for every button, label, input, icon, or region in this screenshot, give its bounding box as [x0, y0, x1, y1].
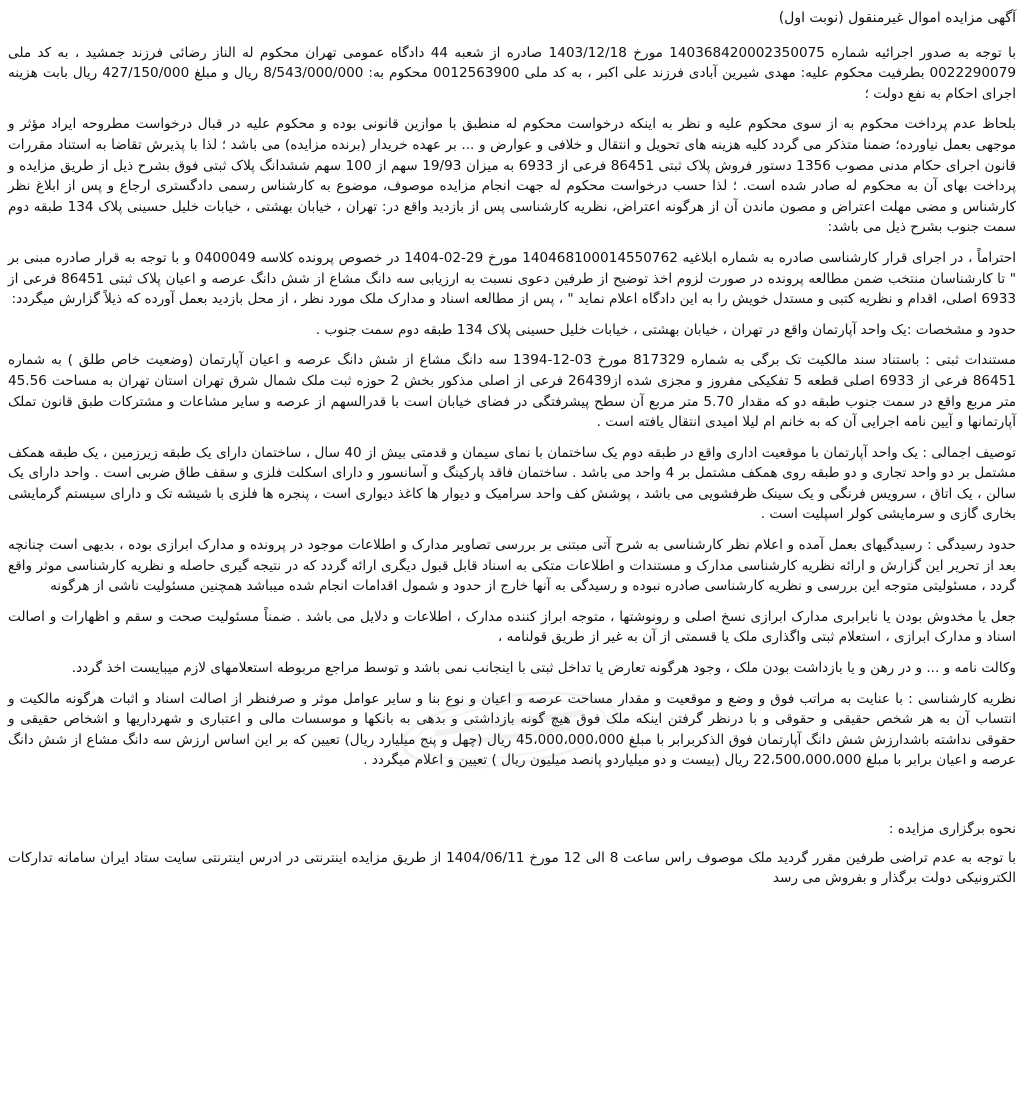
paragraph-property-boundaries: حدود و مشخصات :یک واحد آپارتمان واقع در تهران ، خیابان بهشتی ، خیابات خلیل حسینی پلاک 134 طبقه دوم سمت جنوب . [315, 321, 1016, 338]
section-spacer [8, 781, 1016, 819]
paragraph-execution-order: با توجه به صدور اجرائیه شماره 140368420002350075 مورخ 1403/12/18 صادره از شعبه 44 دادگاه عمومی تهران محکوم له الناز رضائی فرزند جمشید ، به کد ملی 0022290079 بطرفیت محکوم علیه: مهدی شیرین آبادی فرزند علی اکبر ، به کد ملی 0012563900 محکوم به: 8/543/000/000 ریال و مبلغ 427/150/000 ریال بابت هزینه اجرای احکام به نفع دولت ؛ [8, 44, 1016, 102]
paragraph-brief-description: توصیف اجمالی : یک واحد آپارتمان با موقعیت اداری واقع در طبقه دوم یک ساختمان با نمای سیمان و قدمتی بیش از 40 سال ، ساختمان دارای یک طبقه زیرزمین ، یک طبقه همکف مشتمل بر دو واحد تجاری و دو طبقه روی همکف مشتمل بر 4 واحد می باشد . ساختمان فاقد پارکینگ و آسانسور و دارای اسکلت فلزی و سقف طاق ضربی است . واحد دارای یک سالن ، یک اتاق ، سرویس فرنگی و یک سینک ظرفشویی می باشد ، پوشش کف واحد سرامیک و دیوار ها کاغذ دیواری است ، پنجره ها فلزی با شیشه تک و دارای سیستم گرمایشی بخاری گازی و سرمایشی کولر اسپلیت است . [8, 444, 1016, 523]
paragraph-review-scope: حدود رسیدگی : رسیدگیهای بعمل آمده و اعلام نظر کارشناسی به شرح آتی مبتنی بر بررسی تصاویر مدارک و اطلاعات موجود در پرونده و مدارک ابرازی بوده ، بدیهی است چنانچه بعد از تحریر این گزارش و ارائه نظریه کارشناسی مدارک و مستندات و اطلاعات متکی به اسناد قابل قبول دیگری ارائه گردد که در نتیجه گیری حاصله و نظریه کارشناسی موثر واقع گردد ، مسئولیتی متوجه این بررسی و نظریه کارشناسی صادره نبوده و رسیدگی به آنها خارج از حدود و شمول اقدامات انجام شده میباشد همچنین مسئولیت ناشی از هرگونه [8, 537, 1016, 595]
paragraph-inquiries: وکالت نامه و ... و در رهن و یا بازداشت بودن ملک ، وجود هرگونه تعارض یا تداخل ثبتی با اینجانب نمی باشد و توسط مراجع مربوطه استعلامهای لازم میبایست اخذ گردد. [71, 660, 1016, 677]
paragraph-registration-docs: مستندات ثبتی : باستناد سند مالکیت تک برگی به شماره 817329 مورخ 03-12-1394 سه دانگ مشاع از شش دانگ عرصه و اعیان آپارتمان (وضعیت خاص طلق ) به شماره 86451 فرعی از 6933 اصلی قطعه 5 تفکیکی مفروز و مجزی شده از26439 فرعی از اصلی مذکور بخش 2 حوزه ثبت ملک شمال شرق تهران استان تهران به مساحت 45.56 متر مربع واقع در سمت جنوب طبقه دو که مقدار 5.70 متر مربع آن سطح پیشرفتگی در فضای خیابان است با قدرالسهم از عرصه و سایر مشاعات و مشترکات طبق قانون تملک آپارتمانها و آیین نامه اجرایی آن که به خانم ام لیلا امیدی انتقال یافته است . [8, 352, 1017, 431]
auction-method-heading: نحوه برگزاری مزایده : [888, 821, 1016, 837]
paragraph-liability: جعل یا مخدوش بودن یا نابرابری مدارک ابرازی نسخ اصلی و رونوشتها ، متوجه ابراز کننده مدارک ، اطلاعات و دلایل می باشد . ضمناً مسئولیت صحت و سقم و اظهارات و اصالت اسناد و مدارک ابرازی ، استعلام ثبتی واگذاری ملک یا قسمتی از آن به غیر از طریق قولنامه ، [8, 608, 1016, 646]
paragraph-sale-order: بلحاظ عدم پرداخت محکوم به از سوی محکوم علیه و نظر به اینکه درخواست محکوم له منطبق با موازین قانونی بوده و محکوم علیه در قبال درخواست مطروحه ایراد مؤثر و موجهی بعمل نیاورده؛ ضمنا متذکر می گردد کلیه هزینه های تحویل و انتقال و خلافی و عوارض و ... بر عهده خریدار (برنده مزایده) می باشد ؛ لذا با پذیرش تقاضا به استناد مقررات قانون اجرای حکام مدنی مصوب 1356 دستور فروش پلاک ثبتی 86451 فرعی از 6933 به میزان 19/93 سهم از 100 سهم ششدانگ پلاک ثبتی فوق بشرح ذیل از طریق مزایده و پرداخت بهای آن به محکوم له صادر شده است. ؛ لذا حسب درخواست محکوم له جهت انجام مزایده موصوف، موضوع به کارشناس رسمی دادگستری ارجاع و پس از ابلاغ نظر کارشناس و مضی مهلت اعتراض و مصون ماندن آن از هرگونه اعتراض، نظریه کارشناسی پس از بازدید واقع در: تهران ، خیابان بهشتی ، خیابات خلیل حسینی پلاک 134 طبقه دوم سمت جنوب بشرح ذیل می باشد: [8, 116, 1016, 236]
notice-title: آگهی مزایده اموال غیرمنقول (نوبت اول) [778, 10, 1016, 26]
auction-method-text: با توجه به عدم تراضی طرفین مقرر گردید ملک موصوف راس ساعت 8 الی 12 مورخ 1404/06/11 از طریق مزایده اینترنتی در ادرس اینترنتی سایت ستاد ایران سامانه تدارکات الکترونیکی دولت برگذار و بفروش می رسد [8, 849, 1016, 887]
paragraph-expert-opinion: نظریه کارشناسی : با عنایت به مراتب فوق و وضع و موقعیت و مقدار مساحت عرصه و اعیان و نوع بنا و سایر عوامل موثر و صرفنظر از اصالت اسناد و اثبات هرگونه مالکیت و انتساب آن به هر شخص حقیقی و حقوقی و با درنظر گرفتن اینکه ملک فوق هیچ گونه بازداشتی و بدهی به بانکها و موسسات مالی و اعتباری و شهرداریها و اشخاص حقیقی و حقوقی نداشته باشدارزش شش دانگ آپارتمان فوق الذکربرابر با مبلغ 45،000،000،000 ریال (چهل و پنج میلیارد ریال) تعیین که بر این اساس ارزش سه دانگ مشاع از شش دانگ عرصه و اعیان برابر با مبلغ 22،500،000،000 ریال (بیست و دو میلیاردو پانصد میلیون ریال ) تعیین و اعلام میگردد . [8, 690, 1016, 769]
paragraph-expert-assignment: احتراماً ، در اجرای قرار کارشناسی صادره به شماره ابلاغیه 140468100014550762 مورخ 29-02-1404 در خصوص پرونده کلاسه 0400049 و با توجه به قرار صادره مبنی بر " تا کارشناسان منتخب ضمن مطالعه پرونده در صورت لزوم اخذ توضیح از طرفین دعوی نسبت به ارزیابی سه دانگ مشاع از شش دانگ عرصه و اعیان پلاک ثبتی 86451 فرعی از 6933 اصلی، اقدام و نظریه کتبی و مستدل خویش را به این دادگاه اعلام نماید " ، پس از مطالعه اسناد و مدارک ملک مورد نظر ، از محل بازدید بعمل آورده که ذیلاً گزارش میگردد: [8, 249, 1016, 308]
